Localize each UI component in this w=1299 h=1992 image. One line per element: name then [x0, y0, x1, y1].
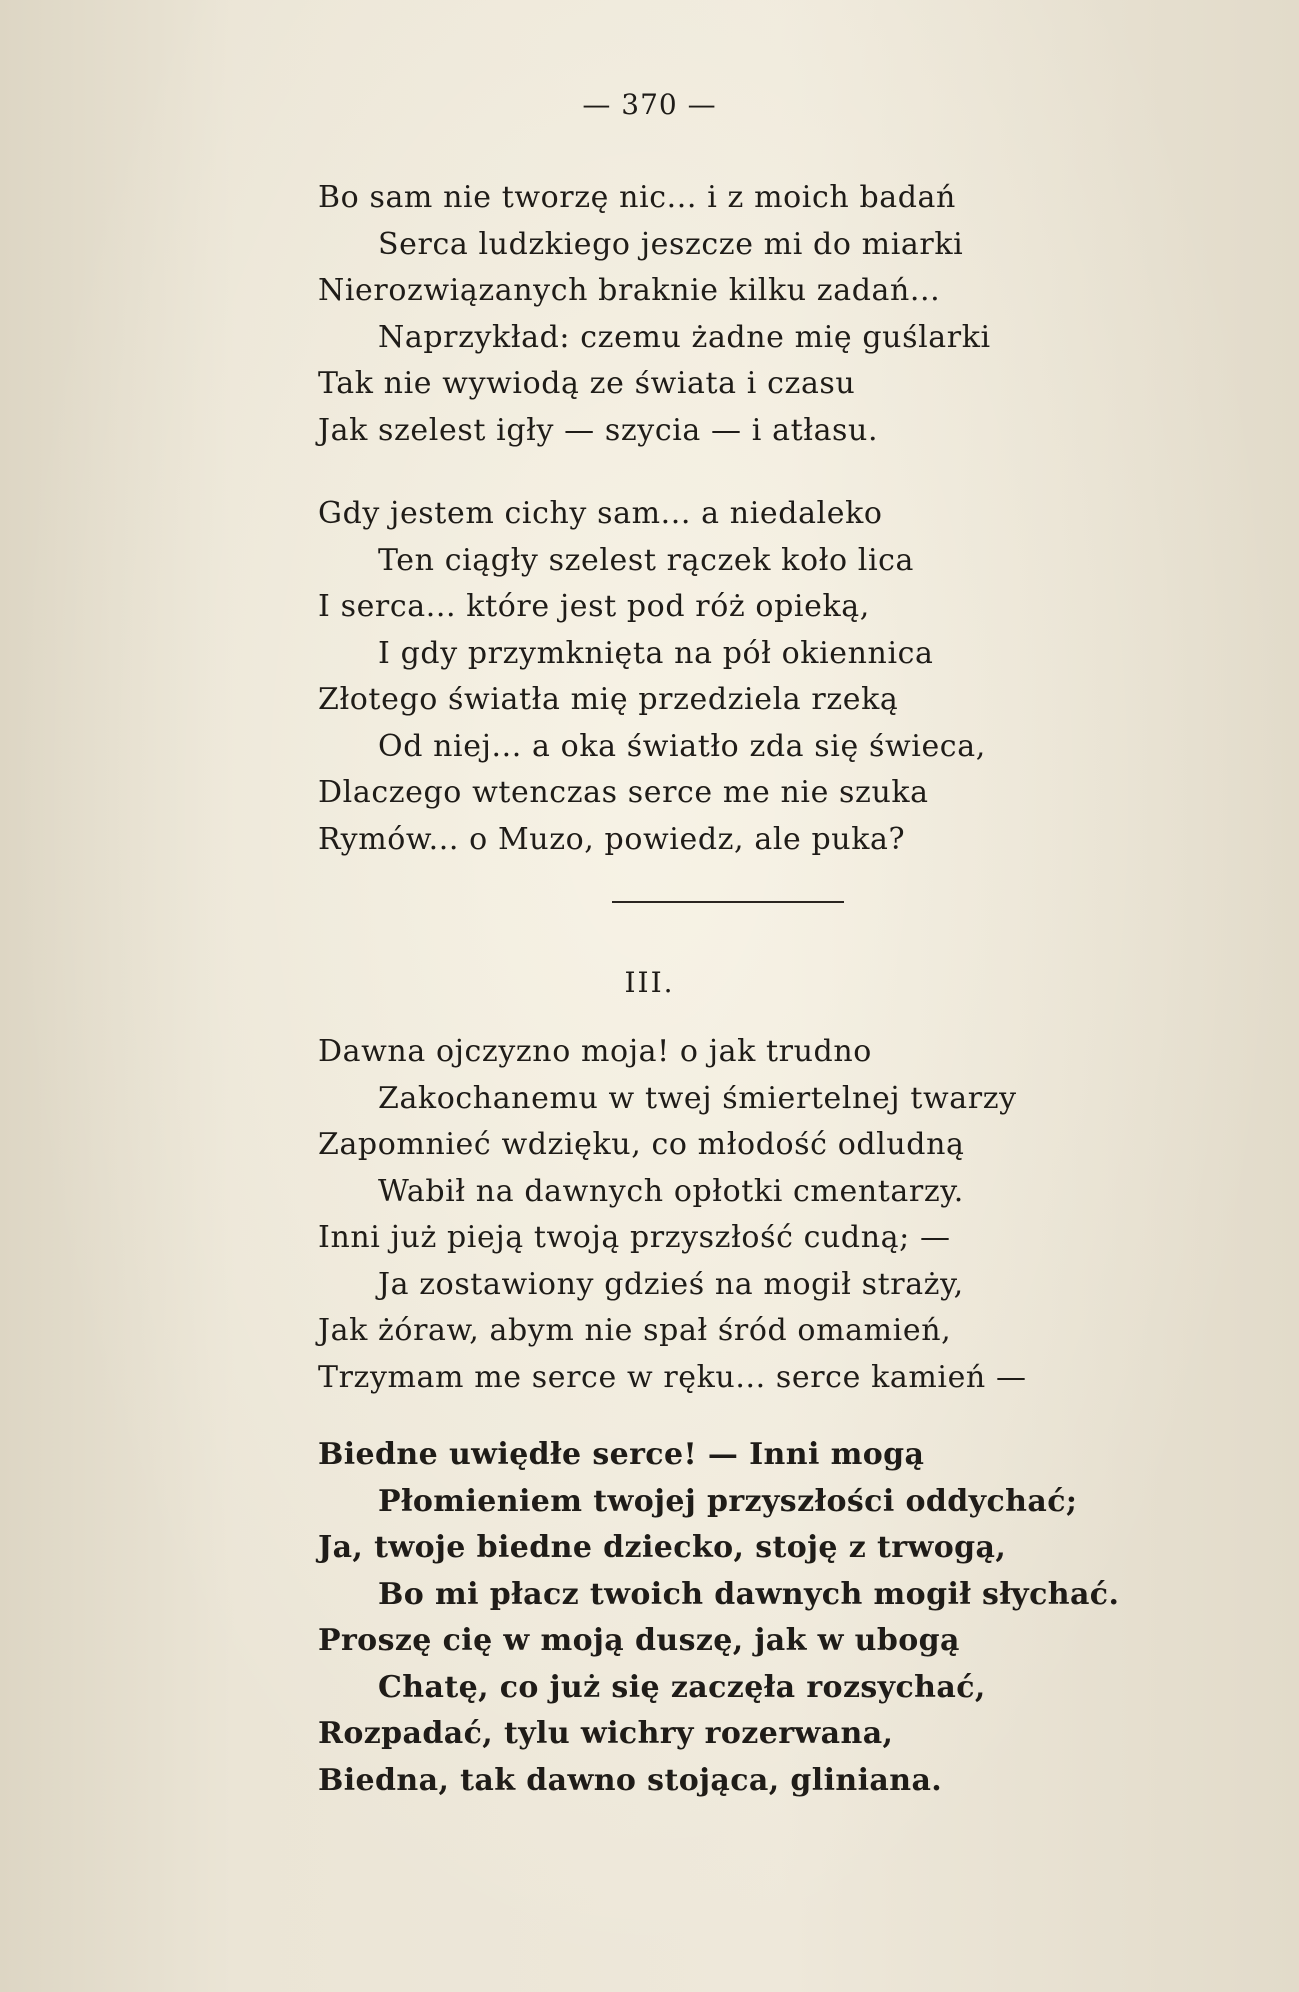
verse-line: Inni już pieją twoją przyszłość cudną; —	[318, 1220, 951, 1255]
section-divider	[612, 901, 844, 903]
verse-line: Dawna ojczyzno moja! o jak trudno	[318, 1034, 872, 1069]
stanza-1	[318, 175, 991, 454]
verse-line: I serca... które jest pod róż opieką,	[318, 589, 870, 624]
verse-line: Serca ludzkiego jeszcze mi do miarki	[378, 226, 964, 262]
verse-line: Bo mi płacz twoich dawnych mogił słychać.	[378, 1576, 1120, 1612]
verse-line: Jak żóraw, abym nie spał śród omamień,	[318, 1313, 952, 1348]
verse-line: Tak nie wywiodą ze świata i czasu	[318, 366, 856, 401]
verse-line: Złotego światła mię przedziela rzeką	[318, 682, 899, 717]
verse-line: I gdy przymknięta na pół okiennica	[378, 635, 934, 671]
verse-line: Nierozwiązanych braknie kilku zadań...	[318, 273, 941, 308]
verse-line: Naprzykład: czemu żadne mię guślarki	[378, 319, 991, 355]
verse-line: Dlaczego wtenczas serce me nie szuka	[318, 775, 929, 810]
stanza-3	[318, 1029, 1027, 1401]
verse-line: Od niej... a oka światło zda się świeca,	[378, 728, 986, 764]
stanza-2	[318, 491, 986, 863]
verse-line: Chatę, co już się zaczęła rozsychać,	[378, 1669, 986, 1705]
verse-line: Rozpadać, tylu wichry rozerwana,	[318, 1716, 894, 1751]
verse-line: Biedna, tak dawno stojąca, gliniana.	[318, 1762, 943, 1798]
stanza-4	[318, 1432, 1119, 1804]
verse-line: Zakochanemu w twej śmiertelnej twarzy	[378, 1080, 1017, 1116]
verse-line: Biedne uwiędłe serce! — Inni mogą	[318, 1437, 925, 1472]
verse-line: Zapomnieć wdzięku, co młodość odludną	[318, 1127, 965, 1162]
verse-line: Rymów... o Muzo, powiedz, ale puka?	[318, 821, 906, 857]
verse-line: Ja, twoje biedne dziecko, stoję z trwogą,	[318, 1530, 1007, 1565]
verse-line: Płomieniem twojej przyszłości oddychać;	[378, 1483, 1078, 1519]
verse-line: Wabił na dawnych opłotki cmentarzy.	[378, 1173, 964, 1209]
verse-line: Jak szelest igły — szycia — i atłasu.	[318, 412, 879, 448]
verse-line: Bo sam nie tworzę nic... i z moich badań	[318, 180, 956, 215]
verse-line: Trzymam me serce w ręku... serce kamień —	[318, 1359, 1027, 1395]
verse-line: Proszę cię w moją duszę, jak w ubogą	[318, 1623, 960, 1658]
section-title: III.	[624, 966, 675, 999]
verse-line: Gdy jestem cichy sam... a niedaleko	[318, 496, 883, 531]
page-number: — 370 —	[582, 88, 717, 121]
verse-line: Ten ciągły szelest rączek koło lica	[378, 542, 915, 578]
verse-line: Ja zostawiony gdzieś na mogił straży,	[378, 1266, 964, 1302]
